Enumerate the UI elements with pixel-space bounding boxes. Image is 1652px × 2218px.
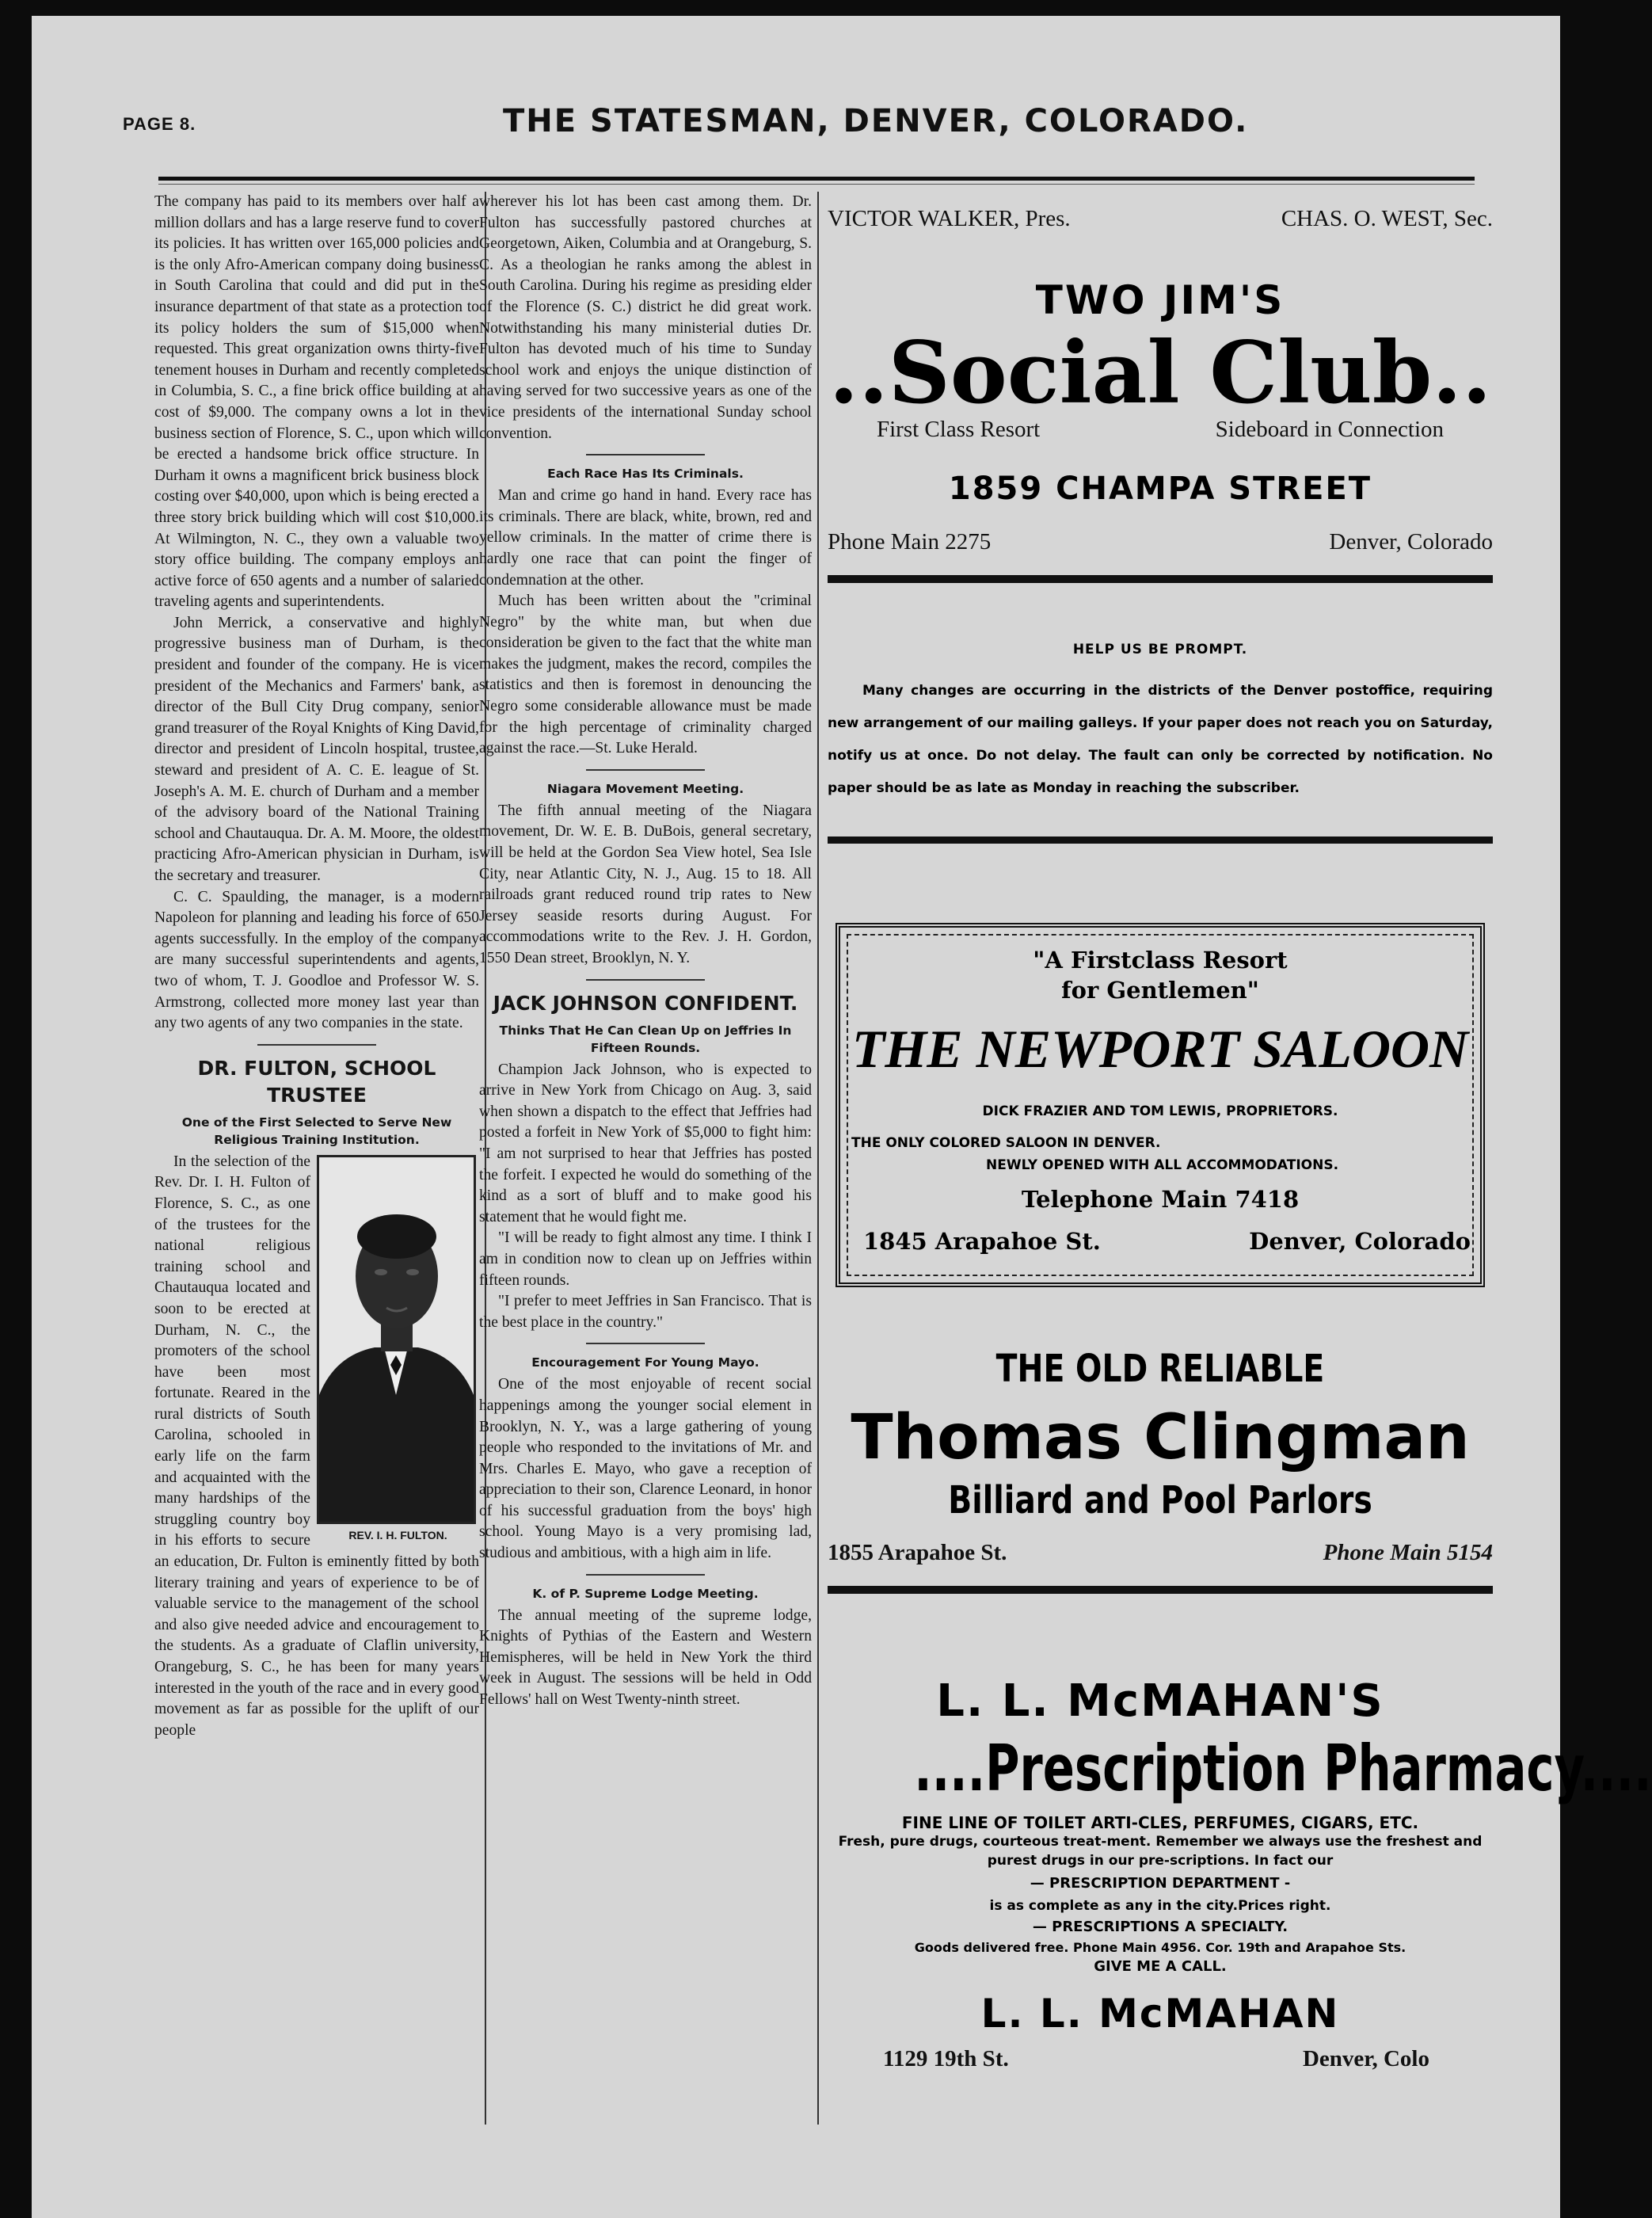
kofp-headline: K. of P. Supreme Lodge Meeting. bbox=[532, 1586, 759, 1601]
mcmahan-address: 1129 19th St. bbox=[883, 2046, 1009, 2071]
officers-row bbox=[828, 206, 1493, 238]
portrait-caption: REV. I. H. FULTON. bbox=[348, 1528, 447, 1542]
portrait-photo bbox=[317, 1155, 476, 1524]
club-tag-row bbox=[828, 417, 1493, 456]
ad-divider bbox=[828, 1586, 1493, 1594]
club-phone: Phone Main 2275 bbox=[828, 529, 992, 554]
mayo-headline: Encouragement For Young Mayo. bbox=[531, 1355, 759, 1370]
column-1 bbox=[154, 192, 479, 1741]
article-paragraph: One of the most enjoyable of recent social happenings among the younger social element in Brooklyn, N. Y., was a large gathering of young people who responded to the invitations of Mr. and Mrs. Charles E. Mayo, who gave a reception of appreciation to their son, Clarence Leonard, in honor of his successful graduation from the boys' high school. Young Mayo is a very promising lad, studious and ambitious, with a high aim in life. bbox=[479, 1376, 812, 1562]
mcmahan-line9: GIVE ME A CALL. bbox=[1094, 1958, 1227, 1975]
mcmahan-line3: FINE LINE OF TOILET ARTI-CLES, PERFUMES, CIGARS, ETC. bbox=[901, 1813, 1419, 1832]
mcmahan-line7: — PRESCRIPTIONS A SPECIALTY. bbox=[1032, 1919, 1288, 1935]
article-paragraph: The company has paid to its members over half a million dollars and has a large reserve fund to cover its policies. It has written over 165,000 policies and is the only Afro-American company doing business in South Carolina that could and did put in the insurance department of that state as a protection to its policy holders the sum of $15,000 when requested. This great organization owns thirty-five tenement houses in Durham and recently completed in Columbia, S. C., a fine brick office building at a cost of $9,000. The company owns a lot in the business section of Florence, S. C., upon which will be erected a handsome brick office structure. In Durham it owns a magnificent brick business block costing over $40,000, upon which is being erected a three story brick building which will cost $10,000. At Wilmington, N. C., they own a valuable two story office building. The company employs an active force of 650 agents and a number of salaried traveling agents and superintendents. bbox=[154, 193, 479, 611]
portrait-illustration bbox=[319, 1157, 474, 1522]
article-paragraph: C. C. Spaulding, the manager, is a modern Napoleon for planning and leading his force of 650 agents successfully. In the employ of the company are many successful superintendents and agents, two of whom, T. J. Goodloe and Professor W. S. Armstrong, collected more money last year than any two agents of any two companies in the state. bbox=[154, 888, 479, 1032]
club-contact-row bbox=[828, 529, 1493, 561]
portrait-figure bbox=[317, 1155, 479, 1543]
section-divider bbox=[586, 769, 705, 771]
notice-box bbox=[828, 642, 1493, 844]
club-line1: TWO JIM'S bbox=[1035, 277, 1285, 323]
ad-mcmahan bbox=[828, 1675, 1652, 2078]
article-paragraph: Champion Jack Johnson, who is expected to arrive in New York from Chicago on Aug. 3, said when shown a dispatch to the effect that Jeffries had posted a forfeit in New York of $5,000 to fight him: "I am not surprised to hear that Jeffries has posted the forfeit. I expected he would do something of the kind as a sort of bluff and to make good his statement that he would fight me. bbox=[479, 1061, 812, 1225]
page-header bbox=[123, 103, 1493, 151]
section-divider bbox=[586, 979, 705, 981]
mcmahan-line2: ....Prescription Pharmacy.... bbox=[914, 1732, 1652, 1805]
mcmahan-line8: Goods delivered free. Phone Main 4956. Cor. 19th and Arapahoe Sts. bbox=[914, 1940, 1406, 1955]
ad-divider bbox=[828, 575, 1493, 583]
clingman-address: 1855 Arapahoe St. bbox=[828, 1540, 1007, 1565]
mcmahan-line1: L. L. McMAHAN'S bbox=[936, 1675, 1384, 1727]
header-rule-thin bbox=[158, 184, 1475, 185]
ad-social-club bbox=[828, 206, 1493, 583]
article-paragraph: In the selection of the Rev. Dr. I. H. Fulton of Florence, S. C., as one of the trustees for the national religious training school and Chautauqua located and soon to be erected at Durham, N. C., the promoters of the school have been most fortunate. Reared in the rural districts of South Carolina, schooled in early life on the farm and acquainted with the many hardships of the struggling country boy in his efforts to secure an education, Dr. Fulton is eminently fitted by both literary training and years of experience to be of valuable service to the management of the school and also give needed advice and encouragement to the students. As a graduate of Claflin university, Orangeburg, S. C., he has been for many years interested in the youth of the race and in every good movement as far as possible for the uplift of our people bbox=[154, 1153, 479, 1739]
article-paragraph: The annual meeting of the supreme lodge, Knights of Pythias of the Eastern and Western Hemispheres, will be held in New York the third week in August. The sessions will be held in Odd Fellows' hall on West Twenty-ninth street. bbox=[479, 1606, 812, 1709]
club-address: 1859 CHAMPA STREET bbox=[948, 471, 1372, 507]
notice-title: HELP US BE PROMPT. bbox=[1072, 642, 1248, 657]
fulton-headline: DR. FULTON, SCHOOL TRUSTEE bbox=[197, 1056, 436, 1107]
mcmahan-city: Denver, Colo bbox=[1302, 2046, 1429, 2071]
header-rule bbox=[158, 177, 1475, 181]
ad-newport-saloon bbox=[828, 923, 1493, 1295]
mcmahan-line6: is as complete as any in the city.Prices right. bbox=[989, 1898, 1331, 1914]
secretary-name: CHAS. O. WEST, Sec. bbox=[1281, 206, 1493, 231]
newport-name: THE NEWPORT SALOON bbox=[851, 1019, 1469, 1079]
johnson-subhead: Thinks That He Can Clean Up on Jeffries In Fifteen Rounds. bbox=[499, 1023, 792, 1055]
mcmahan-line4: Fresh, pure drugs, courteous treat-ment. Remember we always use the freshest and purest drugs in our pre-scriptions. In fact our bbox=[838, 1834, 1483, 1869]
column-2 bbox=[479, 192, 812, 1711]
club-name: ..Social Club.. bbox=[828, 323, 1492, 423]
johnson-headline: JACK JOHNSON CONFIDENT. bbox=[493, 991, 798, 1015]
mcmahan-line5: — PRESCRIPTION DEPARTMENT - bbox=[1030, 1875, 1291, 1892]
section-divider bbox=[257, 1044, 376, 1046]
mcmahan-contact-row bbox=[828, 2046, 1493, 2078]
notice-body: Many changes are occurring in the districts of the Denver postoffice, requiring new arrangement of our mailing galleys. If your paper does not reach you on Saturday, notify us at once. Do not delay. The fault can only be corrected by notification. No paper should be as late as Monday in reaching the subscriber. bbox=[828, 683, 1493, 796]
article-paragraph: "I prefer to meet Jeffries in San Francisco. That is the best place in the country." bbox=[479, 1293, 812, 1331]
section-divider bbox=[586, 1574, 705, 1576]
article-paragraph: John Merrick, a conservative and highly progressive business man of Durham, is the president and founder of the company. He is vice president of the Mechanics and Farmers' bank, a director of the Bull City Drug company, senior grand treasurer of the Royal Knights of King David, director and president of Lincoln hospital, trustee, steward and president of A. C. E. league of St. Joseph's A. M. E. church of Durham and a member of the advisory board of the National Training school and Chautauqua. Dr. A. M. Moore, the oldest practicing Afro-American physician in Durham, is the secretary and treasurer. bbox=[154, 614, 479, 884]
ad-divider bbox=[828, 837, 1493, 844]
newport-proprietors: DICK FRAZIER AND TOM LEWIS, PROPRIETORS. bbox=[982, 1103, 1338, 1119]
clingman-contact-row bbox=[828, 1540, 1493, 1572]
column-divider-2 bbox=[817, 192, 819, 2125]
section-divider bbox=[586, 1343, 705, 1344]
club-city: Denver, Colorado bbox=[1329, 529, 1493, 554]
article-paragraph: "I will be ready to fight almost any time. I think I am in condition now to clean up on Jeffries within fifteen rounds. bbox=[479, 1229, 812, 1289]
masthead: THE STATESMAN, DENVER, COLORADO. bbox=[503, 103, 1249, 139]
article-paragraph: wherever his lot has been cast among them. Dr. Fulton has successfully pastored churches at Georgetown, Aiken, Columbia and at Orangeburg, S. C. As a theologian he ranks among the ablest in South Carolina. During his regime as presiding elder of the Florence (S. C.) district he did great work. Notwithstanding his many ministerial duties Dr. Fulton has devoted much of his time to Sunday school work and enjoys the unique distinction of having served for two successive years as one of the vice presidents of the international Sunday school convention. bbox=[479, 193, 812, 442]
newport-newly: NEWLY OPENED WITH ALL ACCOMMODATIONS. bbox=[986, 1157, 1339, 1173]
club-tag-right: Sideboard in Connection bbox=[1215, 417, 1444, 442]
clingman-line1: THE OLD RELIABLE bbox=[995, 1347, 1325, 1391]
ad-clingman bbox=[828, 1347, 1493, 1594]
page-number: PAGE 8. bbox=[123, 114, 196, 134]
newspaper-page bbox=[32, 16, 1652, 2218]
crime-headline: Each Race Has Its Criminals. bbox=[547, 467, 744, 482]
clingman-phone: Phone Main 5154 bbox=[1323, 1540, 1493, 1565]
president-name: VICTOR WALKER, Pres. bbox=[828, 206, 1071, 231]
club-tag-left: First Class Resort bbox=[877, 417, 1041, 442]
newport-city: Denver, Colorado bbox=[1249, 1228, 1471, 1255]
newport-phone: Telephone Main 7418 bbox=[1021, 1186, 1300, 1213]
article-paragraph: Man and crime go hand in hand. Every race has its criminals. There are black, white, brown, red and yellow criminals. In the matter of crime there is hardly one race that can point the finger of condemnation at the other. bbox=[479, 487, 812, 589]
clingman-name: Thomas Clingman bbox=[851, 1402, 1470, 1473]
mcmahan-name: L. L. McMAHAN bbox=[980, 1991, 1340, 2037]
section-divider bbox=[586, 454, 705, 455]
clingman-line3: Billiard and Pool Parlors bbox=[948, 1478, 1372, 1522]
fulton-subhead: One of the First Selected to Serve New Religious Training Institution. bbox=[181, 1115, 452, 1147]
newport-only: THE ONLY COLORED SALOON IN DENVER. bbox=[851, 1135, 1161, 1151]
newport-address: 1845 Arapahoe St. bbox=[863, 1228, 1101, 1255]
niagara-headline: Niagara Movement Meeting. bbox=[546, 781, 744, 796]
newport-tagline2: for Gentlemen" bbox=[1061, 977, 1259, 1004]
newport-tagline1: "A Firstclass Resort bbox=[1033, 947, 1288, 974]
article-paragraph: The fifth annual meeting of the Niagara movement, Dr. W. E. B. DuBois, general secretary, will be held at the Gordon Sea View hotel, Sea Isle City, near Atlantic City, N. J., Aug. 15 to 18. All railroads grant reduced round trip rates to New Jersey seaside resorts during August. For accommodations write to the Rev. J. H. Gordon, 1550 Dean street, Brooklyn, N. Y. bbox=[479, 802, 812, 966]
article-paragraph: Much has been written about the "criminal Negro" by the white man, but when due consideration be given to the fact that the white man makes the judgment, makes the record, compiles the statistics and then is foremost in denouncing the Negro some considerable allowance must be made for the high percentage of criminality charged against the race.—St. Luke Herald. bbox=[479, 593, 812, 757]
